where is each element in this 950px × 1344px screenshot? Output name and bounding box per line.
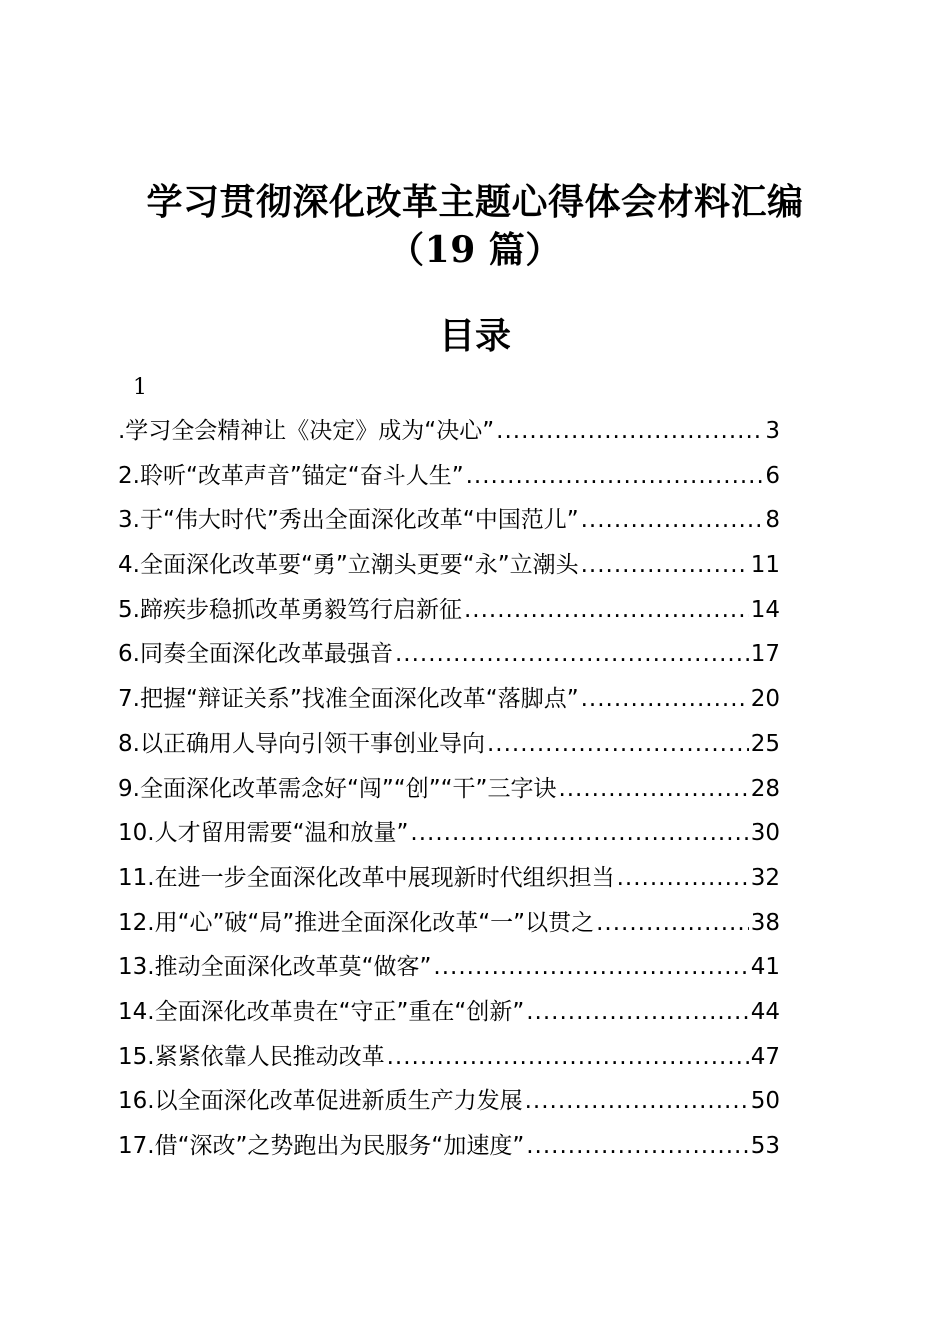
toc-entry[interactable] [118, 856, 780, 901]
toc-entry-title: 8.以正确用人导向引领干事创业导向 [118, 730, 485, 757]
toc-entry[interactable] [118, 811, 780, 856]
toc-leader-dots [581, 498, 764, 542]
document-title: 学习贯彻深化改革主题心得体会材料汇编 [146, 181, 804, 223]
toc-leader-dots [496, 409, 763, 453]
toc-entry[interactable] [118, 409, 780, 454]
toc-entry[interactable] [118, 588, 780, 633]
toc-entry[interactable] [118, 1079, 780, 1124]
toc-entry-page: 14 [750, 596, 780, 623]
document-subtitle: （19 篇） [388, 229, 562, 271]
toc-entry-page: 20 [750, 686, 780, 713]
toc-entry-page: 3 [765, 418, 780, 444]
toc-entry[interactable] [118, 722, 780, 767]
toc-entry[interactable] [118, 498, 780, 543]
toc-leader-dots [387, 1035, 749, 1079]
toc-entry[interactable] [118, 945, 780, 990]
toc-entry-page: 30 [750, 820, 780, 847]
toc-entry[interactable] [118, 632, 780, 677]
toc-leader-dots [395, 632, 749, 676]
toc-leader-dots [433, 945, 748, 989]
toc-entry[interactable] [118, 454, 780, 499]
toc-entry-page: 44 [750, 998, 780, 1025]
toc-entry-title: 15.紧紧依靠人民推动改革 [118, 1043, 385, 1070]
toc-entry-title: 4.全面深化改革要“勇”立潮头更要“永”立潮头 [118, 552, 579, 579]
toc-entry-page: 32 [750, 864, 780, 891]
toc-entry[interactable] [118, 1124, 780, 1169]
toc-leader-dots [526, 1124, 748, 1168]
toc-leader-dots [617, 856, 749, 900]
toc-leading-number: 1 [133, 375, 147, 400]
toc-entry[interactable] [118, 677, 780, 722]
toc-entry-title: 13.推动全面深化改革莫“做客” [118, 954, 432, 981]
toc-entry-title: 3.于“伟大时代”秀出全面深化改革“中国范儿” [118, 507, 579, 534]
toc-entry-title: 9.全面深化改革需念好“闯”“创”“干”三字诀 [118, 775, 557, 802]
toc-leader-dots [581, 543, 749, 587]
toc-entry[interactable] [118, 543, 780, 588]
toc-leader-dots [466, 454, 764, 498]
toc-entry-page: 6 [765, 462, 780, 489]
toc-leader-dots [410, 811, 748, 855]
toc-leader-dots [526, 990, 748, 1034]
toc-entry-title: 14.全面深化改革贵在“守正”重在“创新” [118, 998, 525, 1025]
toc-leader-dots [464, 588, 749, 632]
toc-entry-page: 28 [750, 775, 780, 802]
toc-entry-page: 11 [750, 552, 780, 579]
toc-leader-dots [558, 767, 748, 811]
toc-entry[interactable] [118, 901, 780, 946]
toc-entry-page: 8 [765, 507, 780, 534]
toc-entry[interactable] [118, 767, 780, 812]
toc-entry-page: 47 [750, 1043, 780, 1070]
toc-entry-title: 5.蹄疾步稳抓改革勇毅笃行启新征 [118, 596, 462, 623]
toc-entry-page: 50 [750, 1088, 780, 1115]
toc-entry-page: 53 [750, 1133, 780, 1159]
toc-entry[interactable] [118, 990, 780, 1035]
toc-entry-title: .学习全会精神让《决定》成为“决心” [118, 418, 495, 444]
toc-leader-dots [581, 677, 749, 721]
toc-entry-title: 17.借“深改”之势跑出为民服务“加速度” [118, 1133, 525, 1159]
toc-entry-title: 11.在进一步全面深化改革中展现新时代组织担当 [118, 864, 615, 891]
toc-leader-dots [525, 1079, 749, 1123]
toc-entry-page: 38 [750, 909, 780, 936]
toc-entry-title: 12.用“心”破“局”推进全面深化改革“一”以贯之 [118, 909, 595, 936]
toc-entry[interactable] [118, 1035, 780, 1080]
toc-entry-page: 25 [750, 730, 780, 757]
toc-heading: 目录 [438, 315, 511, 357]
toc-entry-page: 17 [750, 641, 780, 668]
toc-entry-title: 10.人才留用需要“温和放量” [118, 820, 409, 847]
table-of-contents [118, 409, 780, 1169]
toc-entry-page: 41 [750, 954, 780, 981]
toc-leader-dots [596, 901, 749, 945]
toc-entry-title: 16.以全面深化改革促进新质生产力发展 [118, 1088, 523, 1115]
toc-entry-title: 7.把握“辩证关系”找准全面深化改革“落脚点” [118, 686, 579, 713]
toc-entry-title: 2.聆听“改革声音”锚定“奋斗人生” [118, 462, 464, 489]
toc-leader-dots [487, 722, 749, 766]
toc-entry-title: 6.同奏全面深化改革最强音 [118, 641, 393, 668]
